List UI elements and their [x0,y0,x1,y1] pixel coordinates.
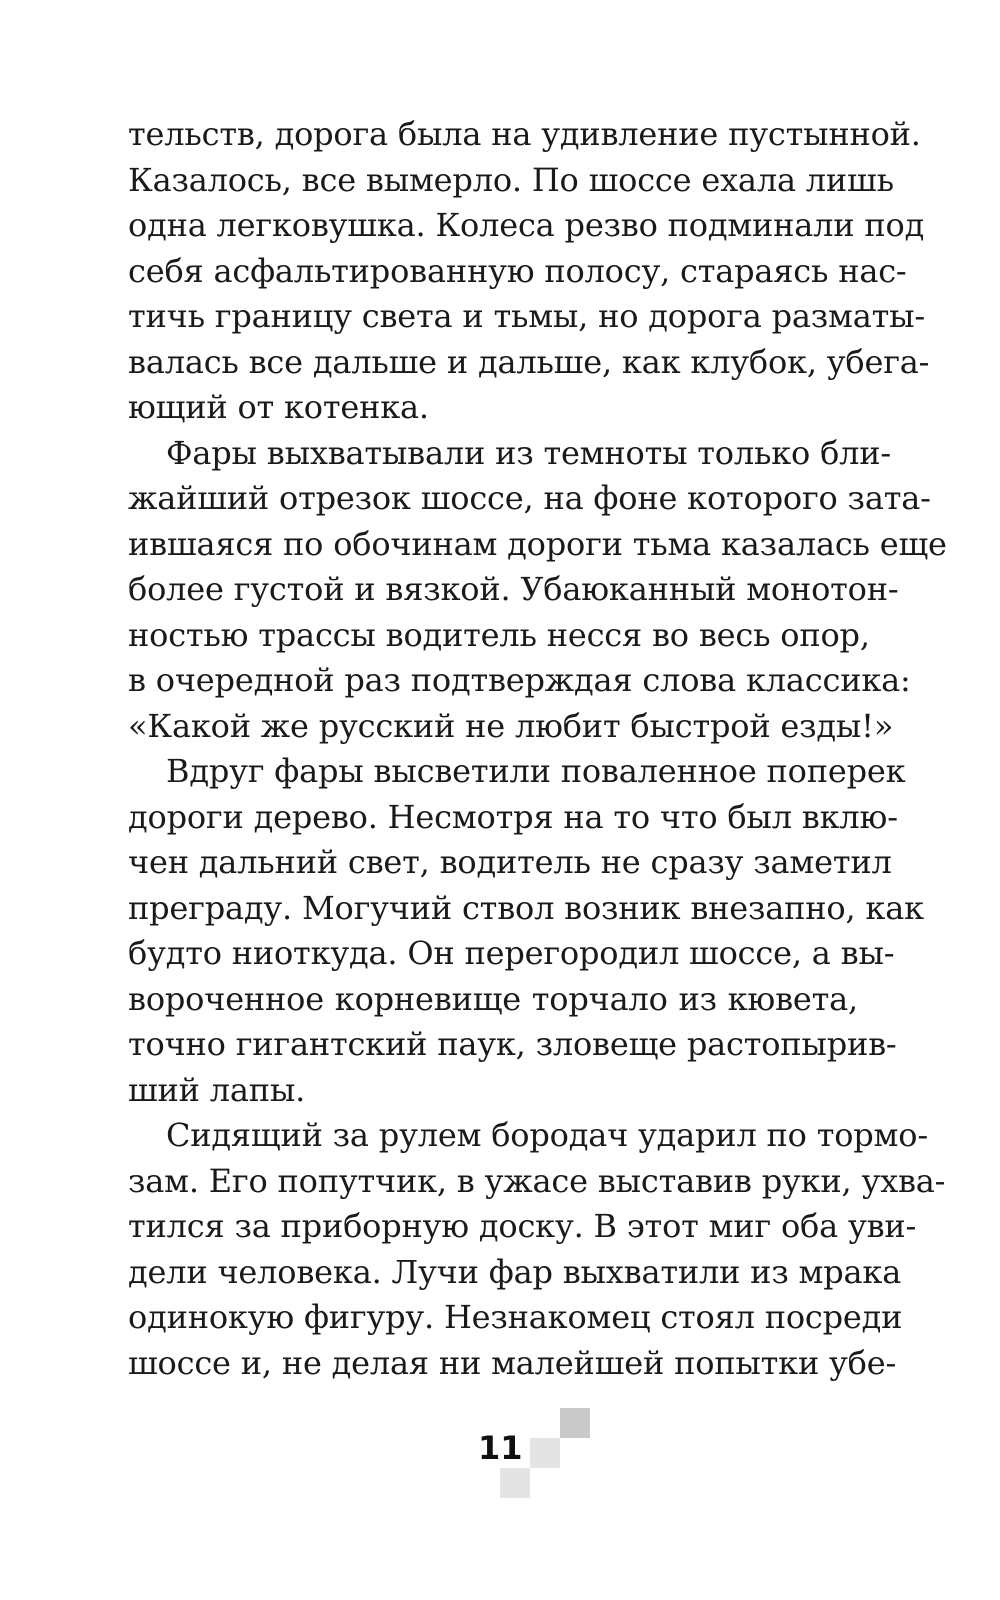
text-line: чен дальний свет, водитель не сразу заметил [128,843,892,881]
text-line: ностью трассы водитель несся во весь опор, [128,615,870,654]
text-line: тился за приборную доску. В этот миг оба уви- [128,1207,917,1245]
text-line: себя асфальтированную полосу, стараясь нас- [128,251,907,290]
text-line: одинокую фигуру. Незнакомец стоял посреди [128,1298,903,1336]
text-line: в очередной раз подтверждая слова классика: [128,661,911,699]
text-line: точно гигантский паук, зловеще растопырив- [128,1025,897,1063]
text-line: жайший отрезок шоссе, на фоне которого зата- [128,479,931,517]
text-line: дороги дерево. Несмотря на то что был вклю- [128,797,898,836]
text-line: более густой и вязкой. Убаюканный монотон- [128,570,899,608]
text-line: зам. Его попутчик, в ужасе выставив руки, ухва- [128,1161,946,1200]
text-line: «Какой же русский не любит быстрой езды!» [128,706,894,745]
text-line: шоссе и, не делая ни малейшей попытки убе- [128,1343,897,1382]
text-line: дели человека. Лучи фар выхватили из мрака [128,1252,902,1291]
paragraph-first-line: Вдруг фары высветили поваленное поперек [166,752,906,790]
text-line: валась все дальше и дальше, как клубок, убега- [128,342,930,381]
text-line: вороченное корневище торчало из кювета, [128,979,858,1018]
text-line: тичь границу света и тьмы, но дорога разматы- [128,297,925,335]
paragraph-first-line: Фары выхватывали из темноты только бли- [166,433,891,472]
text-line: ющий от котенка. [128,388,429,426]
text-line: будто ниоткуда. Он перегородил шоссе, а вы- [128,934,895,972]
text-line: тельств, дорога была на удивление пустынной. [128,115,921,153]
text-line: ившаяся по обочинам дороги тьма казалась еще [128,524,947,563]
text-line: преграду. Могучий ствол возник внезапно, как [128,888,924,927]
text-line: ший лапы. [128,1070,306,1109]
paragraph-first-line: Сидящий за рулем бородач ударил по тормо- [166,1116,928,1154]
decor-square-bottom [500,1468,530,1498]
decor-square-middle [530,1438,560,1468]
text-line: одна легковушка. Колеса резво подминали под [128,206,925,244]
page-number: 11 [478,1429,523,1467]
body-text [128,112,947,1386]
decor-square-top [560,1408,590,1438]
text-line: Казалось, все вымерло. По шоссе ехала лишь [128,160,894,199]
